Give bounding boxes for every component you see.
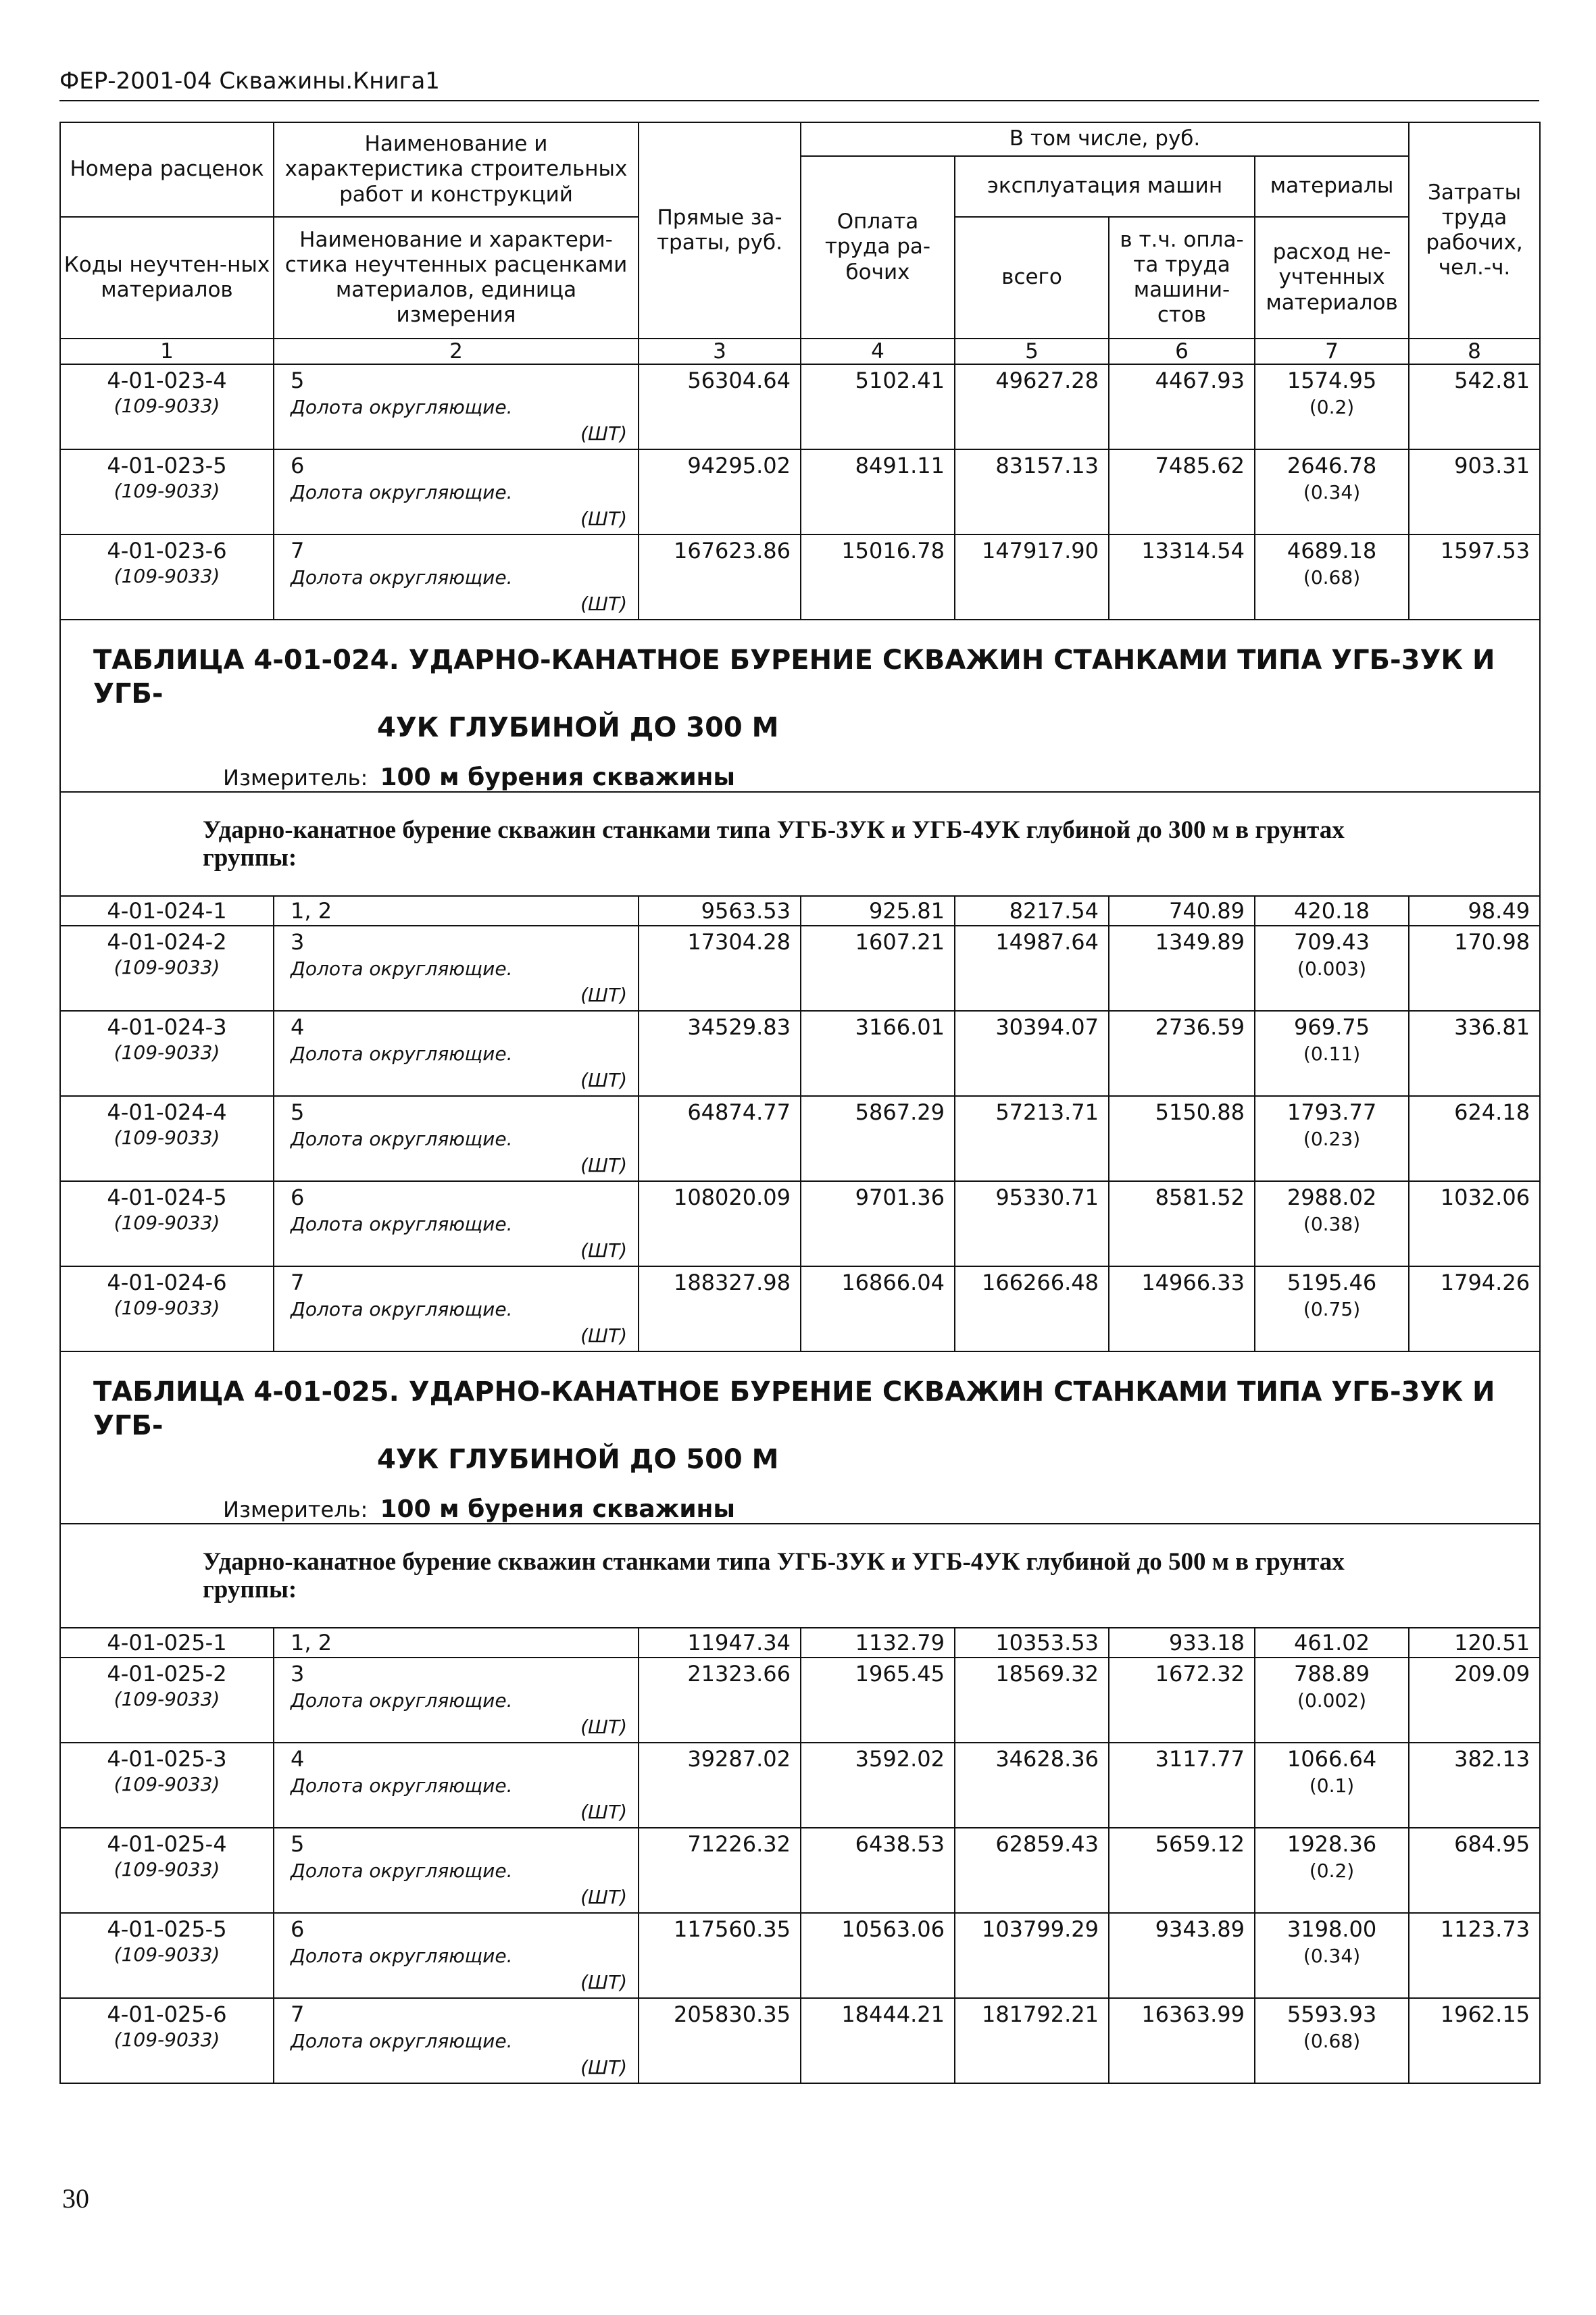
worker-pay: 6438.53 [801,1828,955,1913]
work-name-cell [274,1743,639,1828]
machines-total: 18569.32 [955,1658,1109,1743]
materials-cell [1255,1096,1409,1181]
material-unit: (ШТ) [580,1069,627,1091]
material-code: (109-9033) [114,565,220,587]
direct-costs: 64874.77 [639,1096,801,1181]
table-row [60,1658,1540,1743]
header-worker-pay: Оплата труда ра-бочих [801,156,955,339]
material-unit: (ШТ) [580,1886,627,1908]
material-name: Долота округляющие. [291,2030,513,2052]
work-name-cell [274,1658,639,1743]
header-machinist-pay: в т.ч. опла-та труда машини-стов [1109,217,1255,339]
direct-costs: 94295.02 [639,449,801,534]
material-quantity: (0.1) [1309,1774,1355,1797]
worker-pay: 18444.21 [801,1998,955,2083]
material-name: Долота округляющие. [291,1945,513,1967]
material-code: (109-9033) [114,1943,220,1966]
material-quantity: (0.002) [1297,1689,1367,1712]
work-name-cell [274,926,639,1011]
soil-group: 3 [291,929,305,955]
rate-code-cell [60,1828,274,1913]
labor-hours: 209.09 [1409,1658,1540,1743]
rate-code: 4-01-023-4 [107,368,227,393]
table-row [60,364,1540,449]
direct-costs: 21323.66 [639,1658,801,1743]
work-name-cell [274,1011,639,1096]
table-row [60,1998,1540,2083]
machinist-pay: 5150.88 [1109,1096,1255,1181]
materials-cell [1255,1658,1409,1743]
soil-group: 5 [291,1831,305,1857]
machinist-pay: 8581.52 [1109,1181,1255,1266]
material-quantity: (0.2) [1309,1860,1355,1882]
worker-pay: 1607.21 [801,926,955,1011]
material-code: (109-9033) [114,1297,220,1319]
materials-cell [1255,926,1409,1011]
table-row [60,1096,1540,1181]
soil-group: 1, 2 [274,1628,639,1658]
header-rule [59,100,1539,101]
rate-code-cell [60,1266,274,1351]
machines-total: 49627.28 [955,364,1109,449]
materials-cell [1255,534,1409,620]
rate-code: 4-01-023-5 [107,453,227,478]
machinist-pay: 933.18 [1109,1628,1255,1658]
table-row [60,896,1540,926]
material-quantity: (0.34) [1303,481,1361,503]
material-unit: (ШТ) [580,507,627,530]
rate-code-cell [60,1743,274,1828]
machines-total: 8217.54 [955,896,1109,926]
rate-code: 4-01-024-4 [107,1099,227,1125]
material-code: (109-9033) [114,1126,220,1149]
rate-code-cell [60,1913,274,1998]
material-code: (109-9033) [114,1858,220,1881]
machines-total: 62859.43 [955,1828,1109,1913]
labor-hours: 624.18 [1409,1096,1540,1181]
meter: Измеритель: 100 м бурения скважины [223,1495,735,1523]
column-numbers-row: 1 2 3 4 5 6 7 8 [60,339,1540,364]
material-name: Долота округляющие. [291,396,513,418]
rate-code: 4-01-025-1 [60,1628,274,1658]
header-materials: материалы [1255,156,1409,217]
worker-pay: 9701.36 [801,1181,955,1266]
materials-cell [1255,449,1409,534]
table-4-01-024-subheading: Ударно-канатное бурение скважин станками типа УГБ-3УК и УГБ-4УК глубиной до 300 м в грунтах группы: [60,792,1540,896]
material-code: (109-9033) [114,1688,220,1710]
direct-costs: 11947.34 [639,1628,801,1658]
materials-cost: 1928.36 [1287,1831,1377,1857]
labor-hours: 903.31 [1409,449,1540,534]
machinist-pay: 1349.89 [1109,926,1255,1011]
material-unit: (ШТ) [580,422,627,445]
materials-cost: 1574.95 [1287,368,1377,393]
machines-total: 147917.90 [955,534,1109,620]
materials-cell [1255,1743,1409,1828]
soil-group: 6 [291,1185,305,1210]
direct-costs: 39287.02 [639,1743,801,1828]
machinist-pay: 1672.32 [1109,1658,1255,1743]
material-unit: (ШТ) [580,593,627,615]
page-number: 30 [62,2183,89,2214]
materials-cost: 2988.02 [1287,1185,1377,1210]
labor-hours: 1597.53 [1409,534,1540,620]
material-name: Долота округляющие. [291,1213,513,1235]
materials-cost: 4689.18 [1287,538,1377,564]
materials-cell [1255,1011,1409,1096]
labor-hours: 684.95 [1409,1828,1540,1913]
machinist-pay: 4467.93 [1109,364,1255,449]
machines-total: 95330.71 [955,1181,1109,1266]
material-name: Долота округляющие. [291,1860,513,1882]
machines-total: 34628.36 [955,1743,1109,1828]
material-quantity: (0.2) [1309,396,1355,418]
materials-cost: 461.02 [1255,1628,1409,1658]
work-name-cell [274,1913,639,1998]
labor-hours: 542.81 [1409,364,1540,449]
rate-code: 4-01-025-4 [107,1831,227,1857]
material-unit: (ШТ) [580,1154,627,1176]
soil-group: 7 [291,1270,305,1295]
machinist-pay: 2736.59 [1109,1011,1255,1096]
material-name: Долота округляющие. [291,1043,513,1065]
work-name-cell [274,1266,639,1351]
material-unit: (ШТ) [580,1971,627,1993]
material-quantity: (0.68) [1303,2030,1361,2052]
direct-costs: 167623.86 [639,534,801,620]
worker-pay: 3592.02 [801,1743,955,1828]
rate-code: 4-01-024-2 [107,929,227,955]
machines-total: 181792.21 [955,1998,1109,2083]
material-quantity: (0.34) [1303,1945,1361,1967]
rate-code: 4-01-024-3 [107,1014,227,1040]
worker-pay: 925.81 [801,896,955,926]
materials-cell [1255,1266,1409,1351]
direct-costs: 205830.35 [639,1998,801,2083]
worker-pay: 1132.79 [801,1628,955,1658]
material-name: Долота округляющие. [291,1298,513,1320]
materials-cost: 788.89 [1294,1661,1370,1687]
header-material-codes: Коды неучтен-ных материалов [60,217,274,339]
direct-costs: 17304.28 [639,926,801,1011]
table-row [60,926,1540,1011]
direct-costs: 108020.09 [639,1181,801,1266]
material-code: (109-9033) [114,956,220,978]
labor-hours: 98.49 [1409,896,1540,926]
worker-pay: 1965.45 [801,1658,955,1743]
soil-group: 7 [291,2001,305,2027]
material-code: (109-9033) [114,1212,220,1234]
direct-costs: 71226.32 [639,1828,801,1913]
rate-code: 4-01-024-1 [60,896,274,926]
material-code: (109-9033) [114,395,220,417]
labor-hours: 120.51 [1409,1628,1540,1658]
rate-code: 4-01-024-5 [107,1185,227,1210]
material-quantity: (0.68) [1303,566,1361,589]
direct-costs: 56304.64 [639,364,801,449]
machines-total: 83157.13 [955,449,1109,534]
machinist-pay: 740.89 [1109,896,1255,926]
rate-code: 4-01-025-5 [107,1916,227,1942]
rate-code: 4-01-024-6 [107,1270,227,1295]
material-unit: (ШТ) [580,1801,627,1823]
table-4-01-024-heading [60,620,1540,792]
header-labor-hours: Затраты труда рабочих, чел.-ч. [1409,122,1540,339]
materials-cost: 5593.93 [1287,2001,1377,2027]
materials-cost: 5195.46 [1287,1270,1377,1295]
worker-pay: 3166.01 [801,1011,955,1096]
rate-code-cell [60,534,274,620]
rate-code-cell [60,1658,274,1743]
materials-cell [1255,1913,1409,1998]
table-title: ТАБЛИЦА 4-01-025. УДАРНО-КАНАТНОЕ БУРЕНИЕ СКВАЖИН СТАНКАМИ ТИПА УГБ-3УК И УГБ- 4УК ГЛУБИНОЙ ДО 500 М [93,1376,1495,1475]
soil-group: 4 [291,1014,305,1040]
material-quantity: (0.38) [1303,1213,1361,1235]
direct-costs: 34529.83 [639,1011,801,1096]
table-4-01-025-heading [60,1351,1540,1524]
work-name-cell [274,1096,639,1181]
header-work-name: Наименование и характеристика строительных работ и конструкций [274,122,639,217]
machinist-pay: 16363.99 [1109,1998,1255,2083]
table-row [60,1913,1540,1998]
table-title: ТАБЛИЦА 4-01-024. УДАРНО-КАНАТНОЕ БУРЕНИЕ СКВАЖИН СТАНКАМИ ТИПА УГБ-3УК И УГБ- 4УК ГЛУБИНОЙ ДО 300 М [93,645,1495,743]
material-unit: (ШТ) [580,1239,627,1262]
material-name: Долота округляющие. [291,481,513,503]
machines-total: 10353.53 [955,1628,1109,1658]
material-code: (109-9033) [114,2028,220,2051]
table-row [60,1266,1540,1351]
soil-group: 4 [291,1746,305,1772]
materials-cell [1255,1998,1409,2083]
worker-pay: 5102.41 [801,364,955,449]
worker-pay: 8491.11 [801,449,955,534]
material-name: Долота округляющие. [291,957,513,980]
work-name-cell [274,1998,639,2083]
labor-hours: 1123.73 [1409,1913,1540,1998]
machinist-pay: 9343.89 [1109,1913,1255,1998]
table-row [60,1011,1540,1096]
material-name: Долота округляющие. [291,1774,513,1797]
machinist-pay: 13314.54 [1109,534,1255,620]
table-row [60,534,1540,620]
table-row [60,449,1540,534]
materials-cost: 3198.00 [1287,1916,1377,1942]
work-name-cell [274,364,639,449]
work-name-cell [274,449,639,534]
direct-costs: 188327.98 [639,1266,801,1351]
materials-cell [1255,364,1409,449]
labor-hours: 1962.15 [1409,1998,1540,2083]
direct-costs: 117560.35 [639,1913,801,1998]
work-name-cell [274,534,639,620]
rate-code-cell [60,1181,274,1266]
rate-code-cell [60,926,274,1011]
header-material-name: Наименование и характери-стика неучтенных расценками материалов, единица измерения [274,217,639,339]
materials-cell [1255,1181,1409,1266]
header-direct-costs: Прямые за-траты, руб. [639,122,801,339]
header-rate-numbers: Номера расценок [60,122,274,217]
material-unit: (ШТ) [580,1324,627,1347]
rate-code-cell [60,1998,274,2083]
rate-code-cell [60,364,274,449]
materials-cost: 969.75 [1294,1014,1370,1040]
table-row [60,1628,1540,1658]
rate-code-cell [60,449,274,534]
table-row [60,1828,1540,1913]
header-machines-total: всего [955,217,1109,339]
materials-cost: 420.18 [1255,896,1409,926]
soil-group: 5 [291,1099,305,1125]
material-unit: (ШТ) [580,1716,627,1738]
worker-pay: 10563.06 [801,1913,955,1998]
machinist-pay: 14966.33 [1109,1266,1255,1351]
table-row [60,1743,1540,1828]
rate-code-cell [60,1096,274,1181]
header-material-use: расход не-учтенных материалов [1255,217,1409,339]
material-name: Долота округляющие. [291,566,513,589]
machinist-pay: 7485.62 [1109,449,1255,534]
labor-hours: 1032.06 [1409,1181,1540,1266]
materials-cell [1255,1828,1409,1913]
table-4-01-024-rows [60,896,1540,1351]
material-quantity: (0.23) [1303,1128,1361,1150]
material-code: (109-9033) [114,480,220,502]
material-name: Долота округляющие. [291,1689,513,1712]
material-quantity: (0.75) [1303,1298,1361,1320]
machines-total: 103799.29 [955,1913,1109,1998]
table-4-01-025-rows [60,1628,1540,2083]
worker-pay: 15016.78 [801,534,955,620]
soil-group: 6 [291,453,305,478]
material-quantity: (0.11) [1303,1043,1361,1065]
price-table [59,122,1541,2084]
price-sheet [59,122,1539,2084]
soil-group: 3 [291,1661,305,1687]
running-header: ФЕР-2001-04 Скважины.Книга1 [59,68,440,95]
soil-group: 6 [291,1916,305,1942]
materials-cost: 1793.77 [1287,1099,1377,1125]
materials-cost: 1066.64 [1287,1746,1377,1772]
machines-total: 166266.48 [955,1266,1109,1351]
material-name: Долота округляющие. [291,1128,513,1150]
rate-code: 4-01-025-6 [107,2001,227,2027]
labor-hours: 382.13 [1409,1743,1540,1828]
material-unit: (ШТ) [580,984,627,1006]
rate-code-cell [60,1011,274,1096]
material-quantity: (0.003) [1297,957,1367,980]
labor-hours: 1794.26 [1409,1266,1540,1351]
materials-cost: 709.43 [1294,929,1370,955]
machinist-pay: 3117.77 [1109,1743,1255,1828]
labor-hours: 336.81 [1409,1011,1540,1096]
table-4-01-023-rows [60,364,1540,620]
header-including: В том числе, руб. [801,122,1409,156]
header-machine-operation: эксплуатация машин [955,156,1255,217]
soil-group: 5 [291,368,305,393]
table-row [60,1181,1540,1266]
machinist-pay: 5659.12 [1109,1828,1255,1913]
material-code: (109-9033) [114,1773,220,1795]
rate-code: 4-01-025-2 [107,1661,227,1687]
machines-total: 14987.64 [955,926,1109,1011]
direct-costs: 9563.53 [639,896,801,926]
machines-total: 30394.07 [955,1011,1109,1096]
work-name-cell [274,1181,639,1266]
work-name-cell [274,1828,639,1913]
machines-total: 57213.71 [955,1096,1109,1181]
soil-group: 7 [291,538,305,564]
labor-hours: 170.98 [1409,926,1540,1011]
worker-pay: 5867.29 [801,1096,955,1181]
rate-code: 4-01-025-3 [107,1746,227,1772]
soil-group: 1, 2 [274,896,639,926]
material-unit: (ШТ) [580,2056,627,2078]
rate-code: 4-01-023-6 [107,538,227,564]
meter: Измеритель: 100 м бурения скважины [223,764,735,791]
materials-cost: 2646.78 [1287,453,1377,478]
material-code: (109-9033) [114,1041,220,1064]
table-4-01-025-subheading: Ударно-канатное бурение скважин станками типа УГБ-3УК и УГБ-4УК глубиной до 500 м в грунтах группы: [60,1524,1540,1628]
worker-pay: 16866.04 [801,1266,955,1351]
